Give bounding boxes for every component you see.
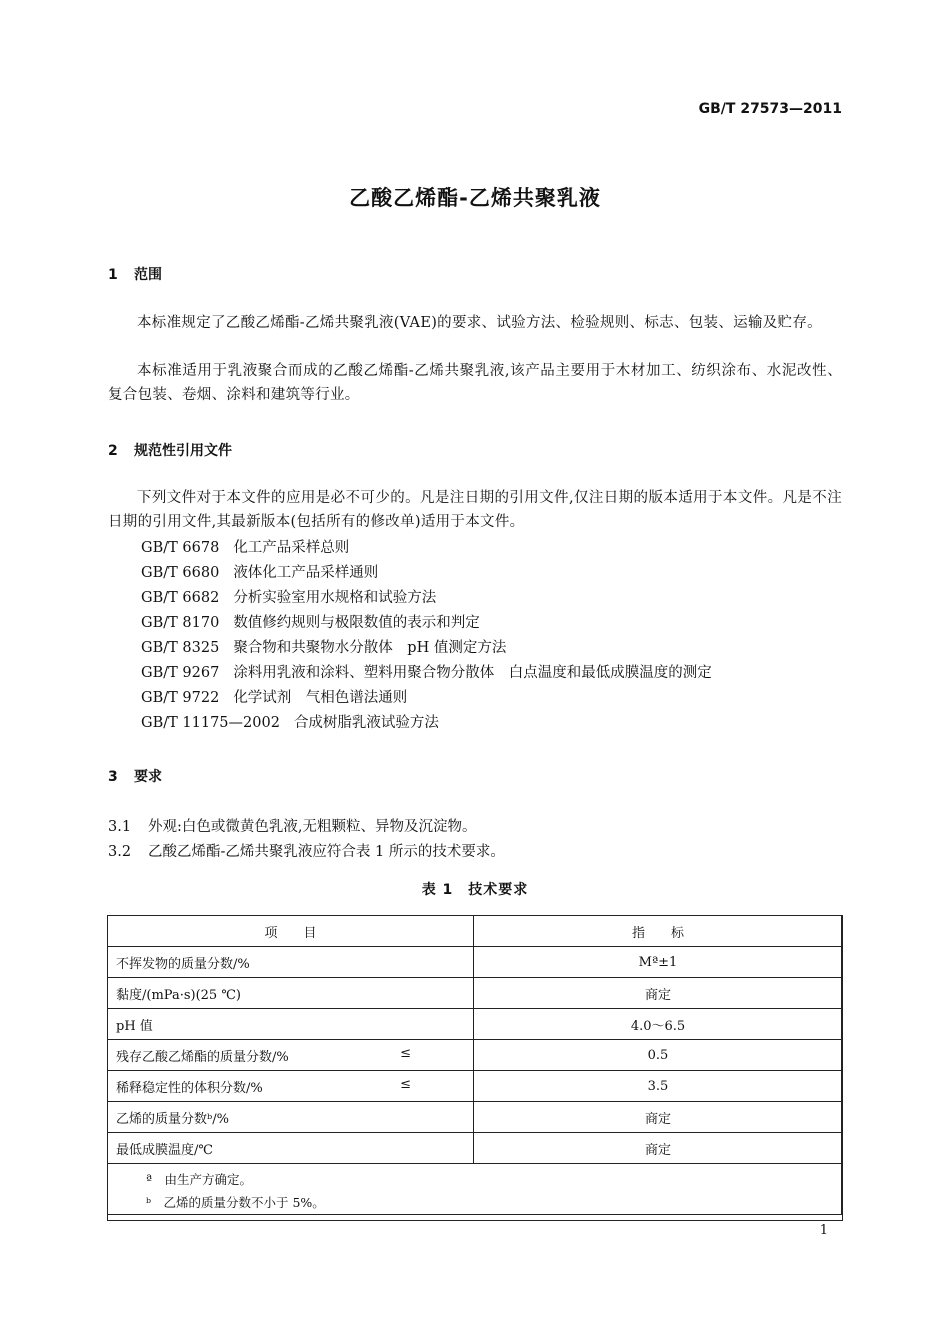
table-row <box>108 1071 843 1102</box>
clause-number: 3.1 <box>108 819 132 835</box>
section-3-heading <box>108 766 162 786</box>
section-title: 要求 <box>134 769 162 785</box>
table-notes-row <box>108 1164 843 1221</box>
item-label: 不挥发物的质量分数/% <box>116 956 250 972</box>
item-label: 最低成膜温度/℃ <box>116 1142 213 1158</box>
row-value: 0.5 <box>474 1040 843 1071</box>
row-value: 3.5 <box>474 1071 843 1102</box>
section-1-paragraph-2: 本标准适用于乳液聚合而成的乙酸乙烯酯-乙烯共聚乳液,该产品主要用于木材加工、纺织涂布、水泥改性、复合包装、卷烟、涂料和建筑等行业。 <box>108 363 842 403</box>
reference-code: GB/T 6678 <box>141 540 220 556</box>
item-label: 乙烯的质量分数ᵇ/% <box>116 1111 229 1127</box>
table-row <box>108 1040 843 1071</box>
reference-title: 液体化工产品采样通则 <box>233 565 379 581</box>
section-1-heading <box>108 264 162 284</box>
document-title: 乙酸乙烯酯-乙烯共聚乳液 <box>349 186 601 210</box>
row-value: 商定 <box>474 978 843 1009</box>
row-value: 商定 <box>474 1102 843 1133</box>
row-operator: ≤ <box>400 1077 411 1092</box>
reference-code: GB/T 6680 <box>141 565 220 581</box>
table-notes <box>108 1164 843 1221</box>
item-label: pH 值 <box>116 1018 153 1034</box>
reference-title: 合成树脂乳液试验方法 <box>293 715 439 731</box>
page-number: 1 <box>819 1223 828 1238</box>
item-label: 稀释稳定性的体积分数/% <box>116 1080 263 1096</box>
item-label: 黏度/(mPa·s)(25 ℃) <box>116 987 241 1003</box>
normative-reference-list <box>141 536 712 736</box>
table-note: ª 由生产方确定。 <box>146 1172 252 1187</box>
table-row <box>108 1009 843 1040</box>
section-number: 2 <box>108 443 118 459</box>
reference-title: 聚合物和共聚物水分散体 pH 值测定方法 <box>233 640 507 656</box>
table-note: ᵇ 乙烯的质量分数不小于 5%。 <box>146 1195 325 1210</box>
row-value: 4.0～6.5 <box>474 1009 843 1040</box>
reference-title: 涂料用乳液和涂料、塑料用聚合物分散体 白点温度和最低成膜温度的测定 <box>233 665 712 681</box>
section-2-heading <box>108 440 232 460</box>
table-row <box>108 1133 843 1164</box>
reference-code: GB/T 11175—2002 <box>141 715 280 731</box>
row-item <box>108 1009 474 1040</box>
clause-number: 3.2 <box>108 844 132 860</box>
reference-title: 化学试剂 气相色谱法通则 <box>233 690 408 706</box>
row-value: 商定 <box>474 1133 843 1164</box>
reference-code: GB/T 8325 <box>141 640 220 656</box>
reference-title: 分析实验室用水规格和试验方法 <box>233 590 437 606</box>
clause-text: 乙酸乙烯酯-乙烯共聚乳液应符合表 1 所示的技术要求。 <box>148 844 505 860</box>
reference-title: 化工产品采样总则 <box>233 540 350 556</box>
reference-item <box>141 686 712 711</box>
section-title: 规范性引用文件 <box>134 443 232 459</box>
reference-item <box>141 661 712 686</box>
table-caption: 表 1 技术要求 <box>421 882 529 898</box>
reference-item <box>141 561 712 586</box>
row-operator: ≤ <box>400 1046 411 1061</box>
standard-number: GB/T 27573—2011 <box>698 101 842 117</box>
reference-item <box>141 636 712 661</box>
technical-requirements-table <box>107 915 843 1221</box>
row-item <box>108 978 474 1009</box>
section-title: 范围 <box>134 267 162 283</box>
section-2-paragraph-1: 下列文件对于本文件的应用是必不可少的。凡是注日期的引用文件,仅注日期的版本适用于本文件。凡是不注日期的引用文件,其最新版本(包括所有的修改单)适用于本文件。 <box>108 490 842 530</box>
clause-3-2 <box>108 840 505 861</box>
section-number: 1 <box>108 267 118 283</box>
section-number: 3 <box>108 769 118 785</box>
reference-item <box>141 586 712 611</box>
clause-text: 外观:白色或微黄色乳液,无粗颗粒、异物及沉淀物。 <box>148 819 477 835</box>
table-header-row <box>108 916 843 947</box>
table-row <box>108 978 843 1009</box>
reference-code: GB/T 8170 <box>141 615 220 631</box>
reference-code: GB/T 9722 <box>141 690 220 706</box>
table-row <box>108 947 843 978</box>
reference-item <box>141 536 712 561</box>
clause-3-1 <box>108 815 477 836</box>
row-item <box>108 1133 474 1164</box>
row-item <box>108 1102 474 1133</box>
header-index: 指 标 <box>474 916 843 947</box>
section-1-paragraph-1: 本标准规定了乙酸乙烯酯-乙烯共聚乳液(VAE)的要求、试验方法、检验规则、标志、包装、运输及贮存。 <box>137 315 822 331</box>
row-item <box>108 1040 474 1071</box>
row-item <box>108 947 474 978</box>
reference-code: GB/T 6682 <box>141 590 220 606</box>
header-item: 项 目 <box>108 916 474 947</box>
item-label: 残存乙酸乙烯酯的质量分数/% <box>116 1049 289 1065</box>
row-value: Mª±1 <box>474 947 843 978</box>
table-row <box>108 1102 843 1133</box>
reference-item <box>141 711 712 736</box>
reference-code: GB/T 9267 <box>141 665 220 681</box>
reference-item <box>141 611 712 636</box>
reference-title: 数值修约规则与极限数值的表示和判定 <box>233 615 480 631</box>
row-item <box>108 1071 474 1102</box>
